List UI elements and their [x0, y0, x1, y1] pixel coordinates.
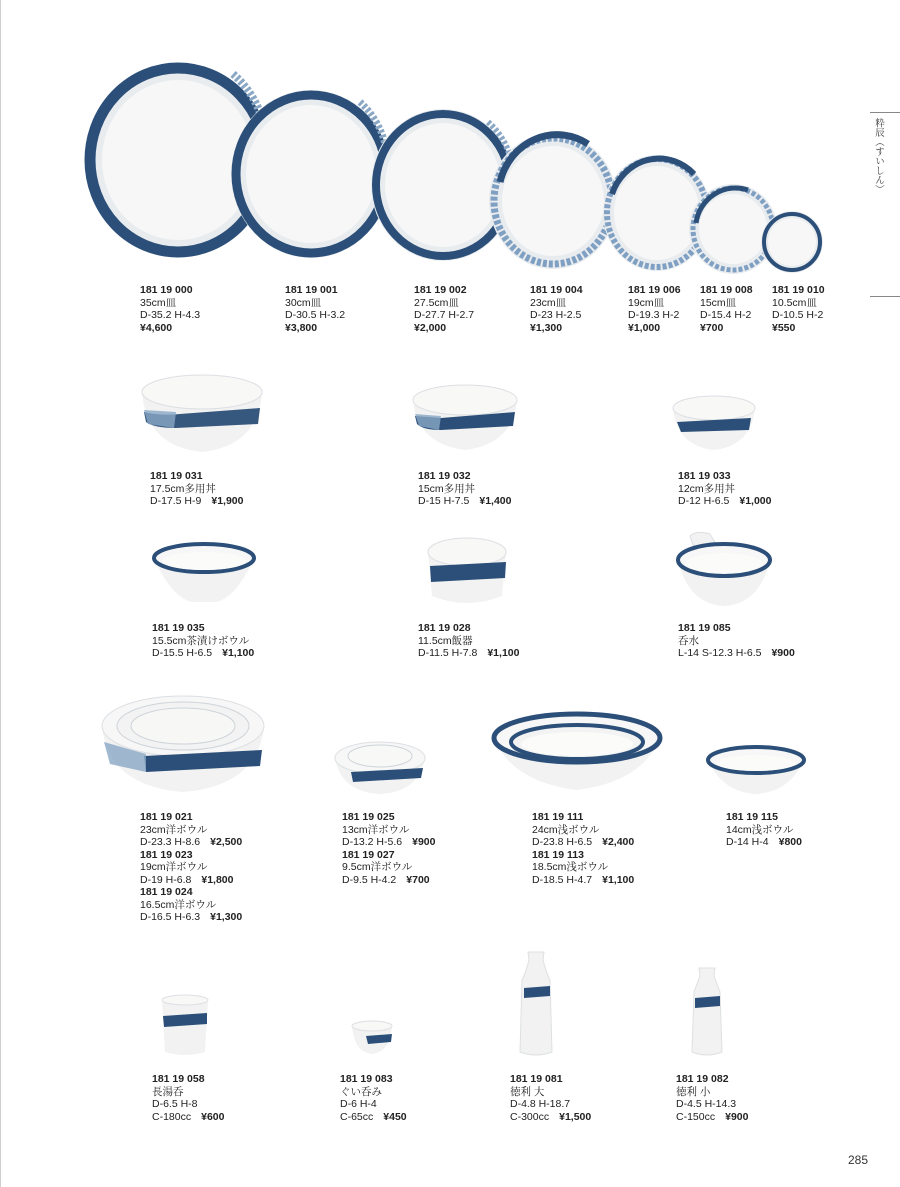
product-label: 181 19 000 35cm皿 D-35.2 H-4.3 ¥4,600 — [140, 284, 201, 334]
bowl-image-12cm — [671, 394, 757, 454]
torisui-image — [676, 530, 772, 610]
product-label-group: 181 19 111 24cm浅ボウル D-23.8 H-6.5 ¥2,400 181 19 113 18.5cm浅ボウル D-18.5 H-4.7 ¥1,100 — [532, 811, 635, 886]
product-label: 181 19 002 27.5cm皿 D-27.7 H-2.7 ¥2,000 — [414, 284, 475, 334]
product-label: 181 19 031 17.5cm多用丼 D-17.5 H-9 ¥1,900 — [150, 470, 244, 507]
plate-image-30cm — [230, 88, 392, 260]
guinomi-cup-image — [350, 1020, 394, 1058]
page-number: 285 — [848, 1153, 869, 1167]
product-label: 181 19 028 11.5cm飯器 D-11.5 H-7.8 ¥1,100 — [418, 622, 520, 659]
product-label: 181 19 010 10.5cm皿 D-10.5 H-2 ¥550 — [772, 284, 825, 334]
yunomi-cup-image — [160, 994, 210, 1058]
product-label: 181 19 033 12cm多用丼 D-12 H-6.5 ¥1,000 — [678, 470, 772, 507]
product-label: 181 19 032 15cm多用丼 D-15 H-7.5 ¥1,400 — [418, 470, 512, 507]
product-label: 181 19 115 14cm浅ボウル D-14 H-4 ¥800 — [726, 811, 802, 848]
western-bowl-set-image — [100, 690, 266, 796]
product-label: 181 19 006 19cm皿 D-19.3 H-2 ¥1,000 — [628, 284, 681, 334]
product-label: 181 19 058 長湯呑 D-6.5 H-8 C-180cc ¥600 — [152, 1073, 225, 1123]
rice-bowl-image — [426, 534, 508, 610]
product-label: 181 19 035 15.5cm茶漬けボウル D-15.5 H-6.5 ¥1,100 — [152, 622, 255, 659]
bowl-image-15cm — [411, 382, 519, 454]
product-label-group: 181 19 021 23cm洋ボウル D-23.3 H-8.6 ¥2,500 181 19 023 19cm洋ボウル D-19 H-6.8 ¥1,800 181 19 024 16.5cm洋ボウル D-16.5 H-6.3 ¥1,300 — [140, 811, 243, 923]
series-title: 粋辰（すいしん） — [873, 118, 884, 194]
plate-image-10cm — [760, 210, 824, 274]
product-label: 181 19 008 15cm皿 D-15.4 H-2 ¥700 — [700, 284, 753, 334]
product-label: 181 19 082 徳利 小 D-4.5 H-14.3 C-150cc ¥900 — [676, 1073, 749, 1123]
plate-image-23cm — [488, 132, 618, 270]
tokkuri-large-image — [516, 950, 556, 1058]
chazuke-bowl-image — [152, 540, 256, 610]
product-label-group: 181 19 025 13cm洋ボウル D-13.2 H-5.6 ¥900 181 19 027 9.5cm洋ボウル D-9.5 H-4.2 ¥700 — [342, 811, 436, 886]
product-label: 181 19 085 呑水 L-14 S-12.3 H-6.5 ¥900 — [678, 622, 795, 659]
product-label: 181 19 004 23cm皿 D-23 H-2.5 ¥1,300 — [530, 284, 583, 334]
small-shallow-bowl-image — [706, 744, 806, 798]
small-western-bowl-set-image — [333, 738, 427, 798]
bowl-image-17cm — [140, 372, 264, 456]
side-rule-bottom — [870, 296, 900, 297]
shallow-bowl-set-image — [492, 712, 662, 794]
product-label: 181 19 081 徳利 大 D-4.8 H-18.7 C-300cc ¥1,500 — [510, 1073, 592, 1123]
side-rule-top — [870, 112, 900, 113]
product-label: 181 19 083 ぐい呑み D-6 H-4 C-65cc ¥450 — [340, 1073, 407, 1123]
product-label: 181 19 001 30cm皿 D-30.5 H-3.2 ¥3,800 — [285, 284, 346, 334]
page-left-edge — [0, 0, 1, 1187]
tokkuri-small-image — [688, 966, 726, 1058]
